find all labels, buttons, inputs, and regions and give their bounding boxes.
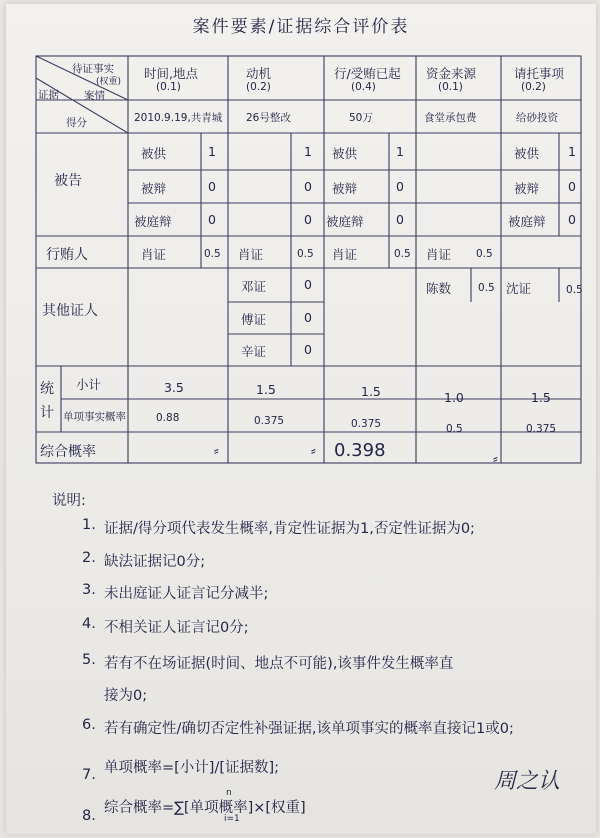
- corner-weight-label: (权重): [96, 77, 122, 87]
- other-r1-c5-value: 0.5: [566, 284, 583, 296]
- corner-evidence-label: 证据: [38, 89, 59, 101]
- def-r1-c5-label: 被供: [514, 146, 540, 161]
- other-r3-c2-label: 辛证: [241, 344, 267, 359]
- note-1-text: 证据/得分项代表发生概率,肯定性证据为1,否定性证据为0;: [104, 521, 475, 537]
- briber-c4-label: 肖证: [426, 247, 452, 262]
- note-2-number: 2.: [82, 550, 96, 566]
- briber-c3-label: 肖证: [332, 247, 358, 262]
- stats-label-2: 计: [40, 405, 54, 421]
- probability-c4: 0.5: [446, 423, 463, 435]
- note-4-number: 4.: [82, 616, 96, 632]
- col4-name: 资金来源: [426, 66, 477, 81]
- note-5-continued: 接为0;: [104, 688, 148, 704]
- col3-weight: (0.4): [351, 81, 376, 93]
- subtotal-c3: 1.5: [361, 384, 381, 399]
- def-r1-c3-label: 被供: [332, 146, 358, 161]
- other-r1-c2-value: 0: [304, 277, 312, 292]
- def-r2-c3-label: 被辩: [332, 181, 358, 196]
- continuation-mark-2: ⸗: [311, 443, 316, 459]
- col4-fact: 食堂承包费: [424, 112, 477, 124]
- def-r3-c3-label: 被庭辩: [326, 214, 364, 229]
- signature: 周之认: [494, 769, 561, 794]
- corner-fact-label: 待证事实: [72, 63, 114, 75]
- briber-c2-value: 0.5: [297, 248, 314, 260]
- def-r3-c1-value: 0: [208, 212, 216, 227]
- note-7-text: 单项概率=[小计]/[证据数];: [104, 760, 280, 776]
- corner-case-label: 案情: [84, 90, 105, 102]
- note-5-text: 若有不在场证据(时间、地点不可能),该事件发生概率直: [104, 656, 454, 672]
- note-4-text: 不相关证人证言记0分;: [104, 620, 249, 636]
- def-r3-c2-value: 0: [304, 212, 312, 227]
- briber-c4-value: 0.5: [476, 248, 493, 260]
- def-r1-c2-value: 1: [304, 144, 312, 159]
- other-r1-c4-label: 陈数: [426, 281, 452, 296]
- defendant-label: 被告: [54, 173, 82, 189]
- def-r2-c1-value: 0: [208, 179, 216, 194]
- note-1-number: 1.: [82, 517, 96, 533]
- probability-c2: 0.375: [254, 415, 285, 427]
- col1-name: 时间,地点: [144, 66, 198, 81]
- note-7-number: 7.: [82, 767, 96, 783]
- probability-c5: 0.375: [526, 423, 557, 435]
- continuation-mark-3: ⸗: [493, 451, 498, 467]
- def-r2-c3-value: 0: [396, 179, 404, 194]
- document-page: [6, 4, 596, 834]
- note-2-text: 缺法证据记0分;: [104, 554, 206, 570]
- def-r1-c1-label: 被供: [141, 146, 167, 161]
- sum-upper-limit: n: [226, 788, 232, 798]
- subtotal-c1: 3.5: [164, 380, 184, 395]
- subtotal-c5: 1.5: [531, 390, 551, 405]
- briber-c1-label: 肖证: [141, 247, 167, 262]
- subtotal-c2: 1.5: [256, 382, 276, 397]
- note-3-number: 3.: [82, 582, 96, 598]
- other-r2-c2-value: 0: [304, 310, 312, 325]
- def-r2-c1-label: 被辩: [141, 181, 167, 196]
- other-r1-c5-label: 沈证: [506, 281, 532, 296]
- probability-c3: 0.375: [351, 418, 382, 430]
- other-witness-label: 其他证人: [42, 303, 98, 319]
- def-r3-c3-value: 0: [396, 212, 404, 227]
- def-r2-c2-value: 0: [304, 179, 312, 194]
- col1-fact: 2010.9.19,共青城: [134, 112, 223, 124]
- col5-weight: (0.2): [521, 81, 546, 93]
- briber-c1-value: 0.5: [204, 248, 221, 260]
- def-r3-c5-label: 被庭辩: [508, 214, 546, 229]
- document-title: 案件要素/证据综合评价表: [192, 17, 410, 37]
- composite-label: 综合概率: [40, 444, 96, 460]
- briber-label: 行贿人: [46, 247, 88, 263]
- stats-label-1: 统: [40, 381, 54, 397]
- note-3-text: 未出庭证人证言记分减半;: [104, 586, 269, 602]
- subtotal-c4: 1.0: [444, 390, 464, 405]
- def-r2-c5-value: 0: [568, 179, 576, 194]
- col2-name: 动机: [246, 66, 272, 81]
- briber-c3-value: 0.5: [394, 248, 411, 260]
- def-r1-c3-value: 1: [396, 144, 404, 159]
- other-r1-c2-label: 邓证: [241, 279, 267, 294]
- col3-fact: 50万: [349, 112, 373, 124]
- col3-name: 行/受贿已起: [334, 66, 401, 81]
- note-6-text: 若有确定性/确切否定性补强证据,该单项事实的概率直接记1或0;: [104, 721, 514, 737]
- other-r2-c2-label: 傅证: [241, 312, 267, 327]
- note-5-number: 5.: [82, 652, 96, 668]
- probability-label: 单项事实概率: [63, 411, 126, 423]
- col2-fact: 26号整改: [246, 112, 291, 124]
- col5-fact: 给砂投资: [516, 112, 558, 124]
- def-r1-c1-value: 1: [208, 144, 216, 159]
- continuation-mark-1: ⸗: [214, 443, 219, 459]
- notes-heading: 说明:: [52, 493, 86, 509]
- probability-c1: 0.88: [156, 412, 180, 424]
- sum-lower-limit: i=1: [224, 814, 240, 824]
- col1-weight: (0.1): [156, 81, 181, 93]
- composite-value: 0.398: [334, 440, 386, 461]
- col4-weight: (0.1): [438, 81, 463, 93]
- note-8-number: 8.: [82, 808, 96, 824]
- other-r1-c4-value: 0.5: [478, 282, 495, 294]
- briber-c2-label: 肖证: [238, 247, 264, 262]
- subtotal-label: 小计: [76, 377, 102, 392]
- col5-name: 请托事项: [514, 66, 565, 81]
- col2-weight: (0.2): [246, 81, 271, 93]
- corner-score-label: 得分: [66, 117, 87, 129]
- note-6-number: 6.: [82, 717, 96, 733]
- other-r3-c2-value: 0: [304, 342, 312, 357]
- def-r3-c1-label: 被庭辩: [134, 214, 172, 229]
- def-r2-c5-label: 被辩: [514, 181, 540, 196]
- def-r1-c5-value: 1: [568, 144, 576, 159]
- note-8-text: 综合概率=∑[单项概率]×[权重]: [104, 800, 306, 816]
- def-r3-c5-value: 0: [568, 212, 576, 227]
